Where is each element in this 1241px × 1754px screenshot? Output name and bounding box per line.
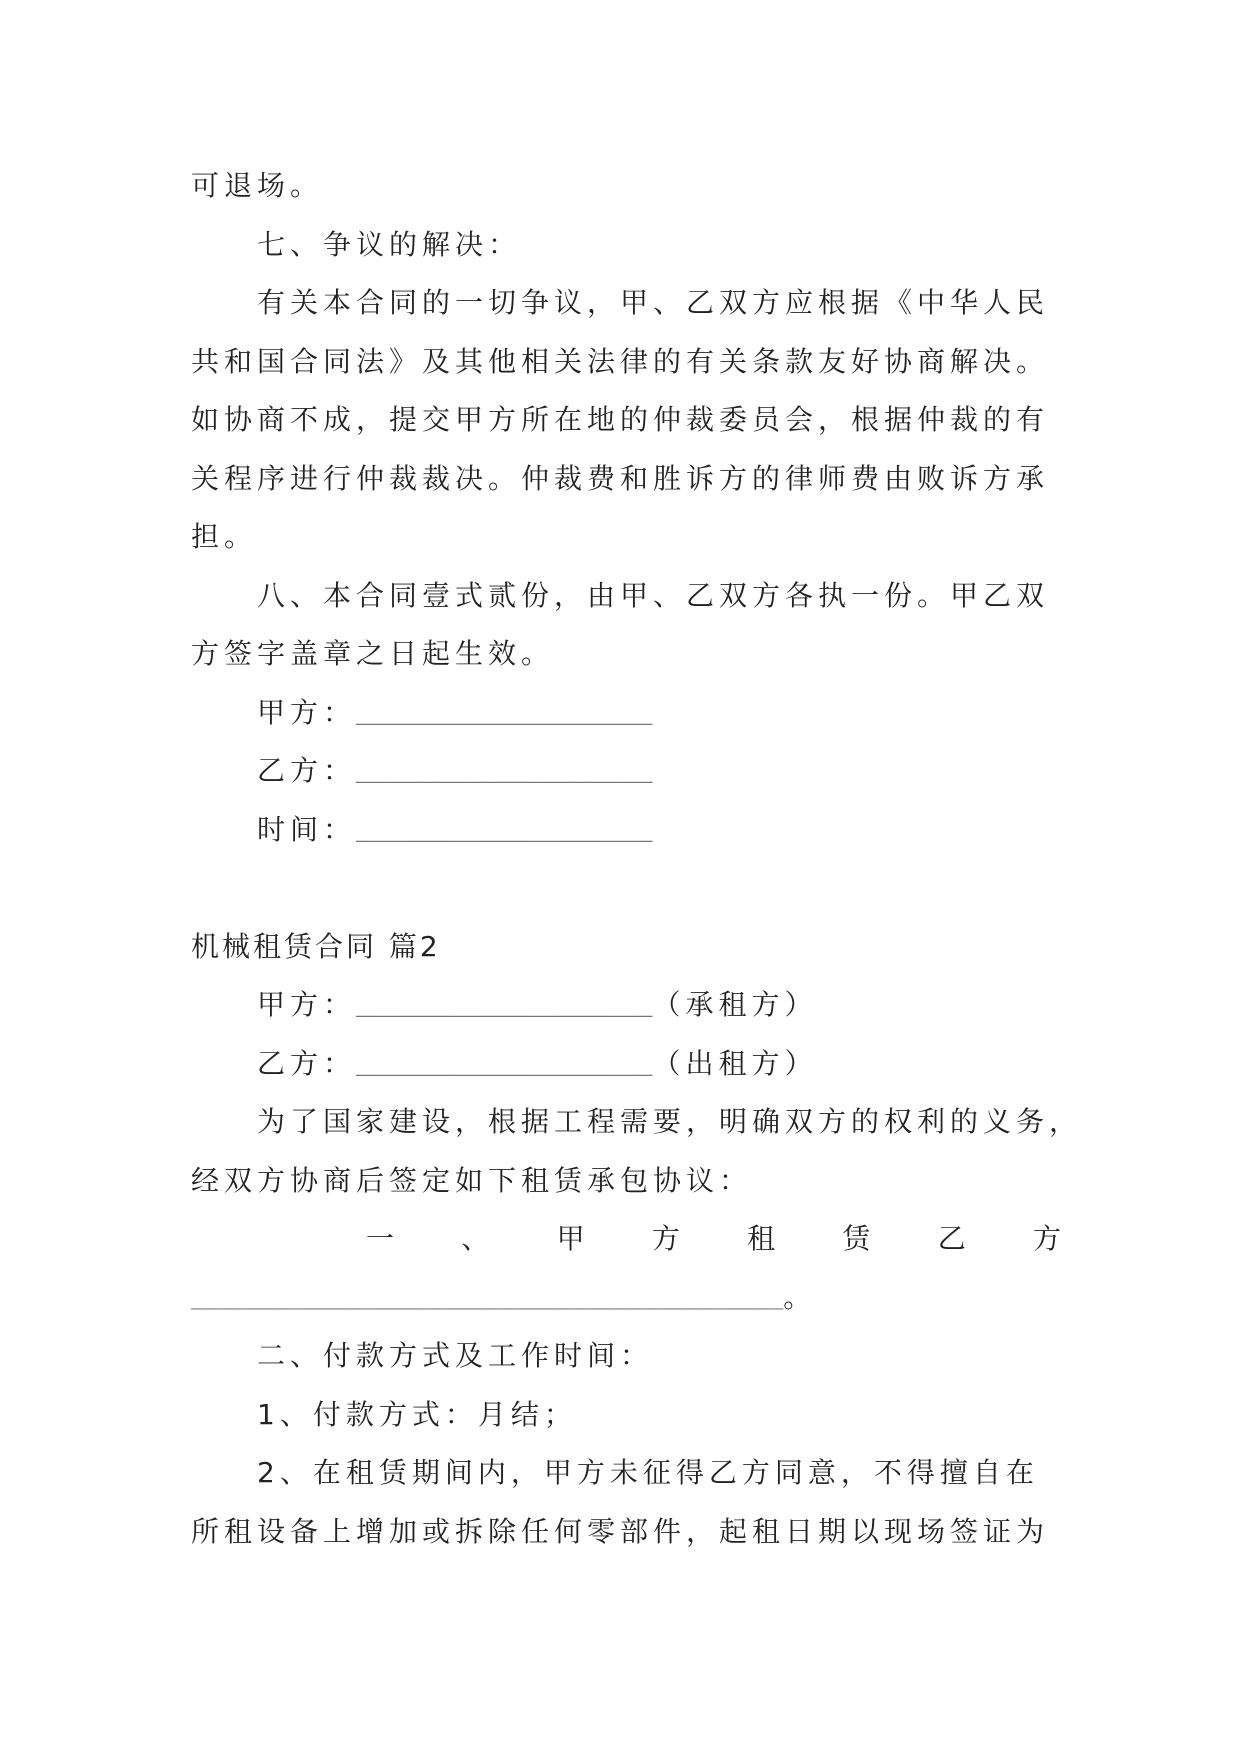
role: （出租方） — [652, 1046, 818, 1080]
blank-field: ___________________ — [356, 758, 653, 788]
spacer — [191, 859, 1061, 918]
section-title: 机械租赁合同 篇2 — [191, 929, 441, 963]
text-line: 有关本合同的一切争议，甲、乙双方应根据《中华人民 — [257, 286, 1050, 319]
signature-party-b — [191, 742, 1061, 801]
blank-field: ___________________ — [356, 816, 653, 847]
blank-field: ___________________ — [356, 992, 653, 1022]
char: 甲 — [556, 1222, 585, 1255]
text-line: 方签字盖章之日起生效。 — [191, 637, 555, 670]
label: 乙方： — [257, 754, 357, 787]
item-1-line — [191, 1210, 1061, 1269]
blank-field: ___________________ — [356, 1050, 653, 1081]
text-line: 1、付款方式：月结； — [257, 1397, 577, 1431]
role: （承租方） — [652, 988, 818, 1021]
text-line: 八、本合同壹式贰份，由甲、乙双方各执一份。甲乙双 — [257, 578, 1050, 612]
text-line: 经双方协商后签定如下租赁承包协议： — [191, 1163, 753, 1197]
signature-party-a — [191, 684, 1061, 743]
label: 乙方： — [257, 1046, 357, 1080]
item-1-blank-line — [191, 1269, 1061, 1328]
char: 方 — [651, 1222, 680, 1255]
blank-field: ___________________ — [356, 699, 653, 730]
char: 租 — [747, 1222, 776, 1255]
party-a-line — [191, 976, 1061, 1035]
period: 。 — [783, 1280, 812, 1314]
blank-field: __________________________________________ — [191, 1287, 784, 1315]
char: 、 — [461, 1222, 490, 1255]
char: 赁 — [842, 1222, 871, 1255]
char: 方 — [1032, 1222, 1061, 1255]
label: 甲方： — [257, 988, 357, 1021]
char: 乙 — [937, 1222, 966, 1255]
text-line: 担。 — [191, 520, 258, 553]
text-line: 为了国家建设，根据工程需要，明确双方的权利的义务， — [257, 1105, 1083, 1138]
signature-time — [191, 801, 1061, 860]
text-line: 所租设备上增加或拆除任何零部件，起租日期以现场签证为 — [191, 1514, 1050, 1548]
text-line: 如协商不成，提交甲方所在地的仲裁委员会，根据仲裁的有 — [191, 403, 1050, 436]
char: 一 — [366, 1222, 395, 1255]
document-page — [191, 157, 1083, 1561]
label: 时间： — [257, 812, 357, 846]
section-heading: 二、付款方式及工作时间： — [257, 1339, 654, 1372]
text-line: 共和国合同法》及其他相关法律的有关条款友好协商解决。 — [191, 344, 1050, 378]
text-line: 可退场。 — [191, 169, 324, 202]
section-heading: 七、争议的解决： — [257, 227, 522, 261]
label: 甲方： — [257, 695, 357, 729]
text-line: 2、在租赁期间内，甲方未征得乙方同意，不得擅自在 — [257, 1456, 1039, 1489]
party-b-line — [191, 1035, 1061, 1094]
text-line: 关程序进行仲裁裁决。仲裁费和胜诉方的律师费由败诉方承 — [191, 461, 1050, 495]
